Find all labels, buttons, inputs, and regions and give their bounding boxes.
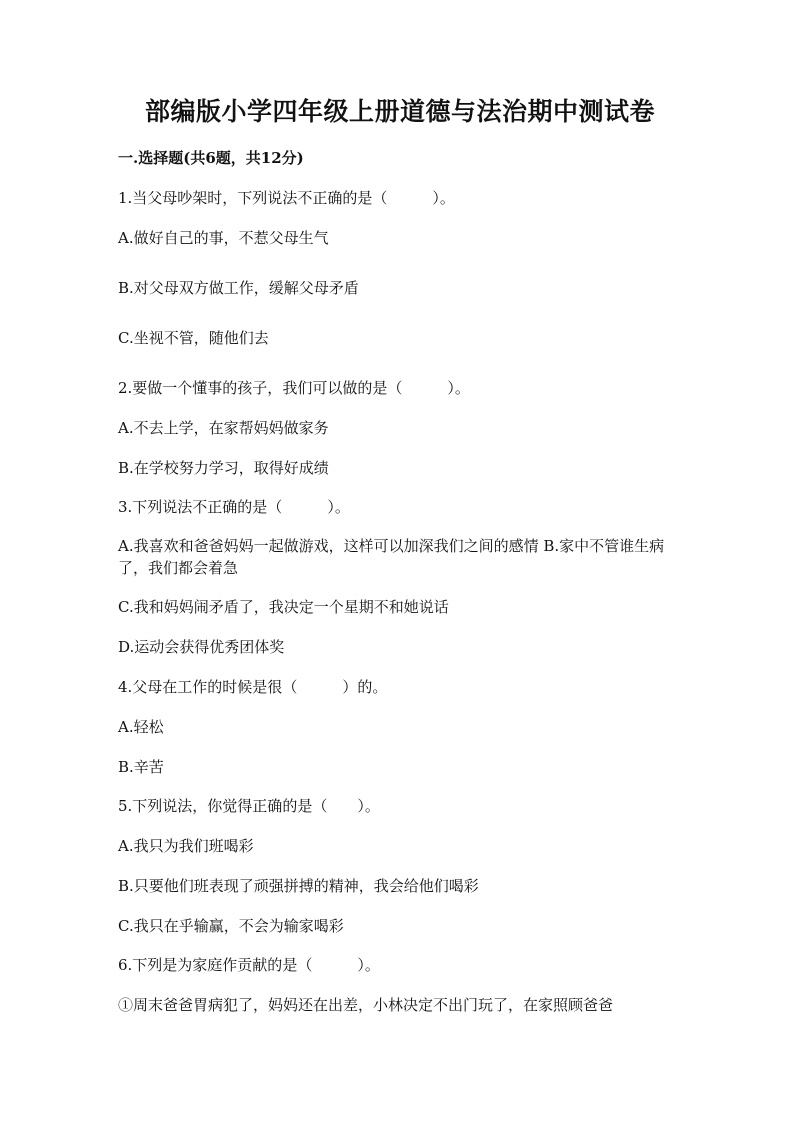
question-3-stem: 3.下列说法不正确的是（ ）。 — [118, 498, 350, 516]
question-4-option-a: A.轻松 — [118, 718, 164, 736]
question-5-stem: 5.下列说法，你觉得正确的是（ ）。 — [118, 797, 380, 815]
question-3-option-a-b: A.我喜欢和爸爸妈妈一起做游戏，这样可以加深我们之间的感情 B.家中不管谁生病了，我们都会着急 — [118, 537, 665, 577]
question-6-stem: 6.下列是为家庭作贡献的是（ ）。 — [118, 956, 380, 974]
question-5-option-b: B.只要他们班表现了顽强拼搏的精神，我会给他们喝彩 — [118, 877, 479, 895]
question-6-statement-1: ①周末爸爸胃病犯了，妈妈还在出差，小林决定不出门玩了，在家照顾爸爸 — [118, 996, 614, 1014]
question-3-option-d: D.运动会获得优秀团体奖 — [118, 638, 285, 656]
question-2-stem: 2.要做一个懂事的孩子，我们可以做的是（ ）。 — [118, 379, 470, 397]
question-2-option-b: B.在学校努力学习，取得好成绩 — [118, 459, 329, 477]
question-4-stem: 4.父母在工作的时候是很（ ）的。 — [118, 678, 388, 696]
question-5-option-a: A.我只为我们班喝彩 — [118, 837, 254, 855]
question-1-option-b: B.对父母双方做工作，缓解父母矛盾 — [118, 279, 359, 297]
question-1-option-a: A.做好自己的事，不惹父母生气 — [118, 229, 329, 247]
page-title: 部编版小学四年级上册道德与法治期中测试卷 — [144, 97, 655, 126]
section-heading: 一.选择题(共6题，共12分) — [118, 149, 304, 167]
question-2-option-a: A.不去上学，在家帮妈妈做家务 — [118, 419, 329, 437]
question-5-option-c: C.我只在乎输赢，不会为输家喝彩 — [118, 917, 344, 935]
question-1-stem: 1.当父母吵架时，下列说法不正确的是（ ）。 — [118, 189, 455, 207]
question-1-option-c: C.坐视不管，随他们去 — [118, 329, 269, 347]
question-3-option-c: C.我和妈妈闹矛盾了，我决定一个星期不和她说话 — [118, 598, 449, 616]
question-4-option-b: B.辛苦 — [118, 758, 164, 776]
